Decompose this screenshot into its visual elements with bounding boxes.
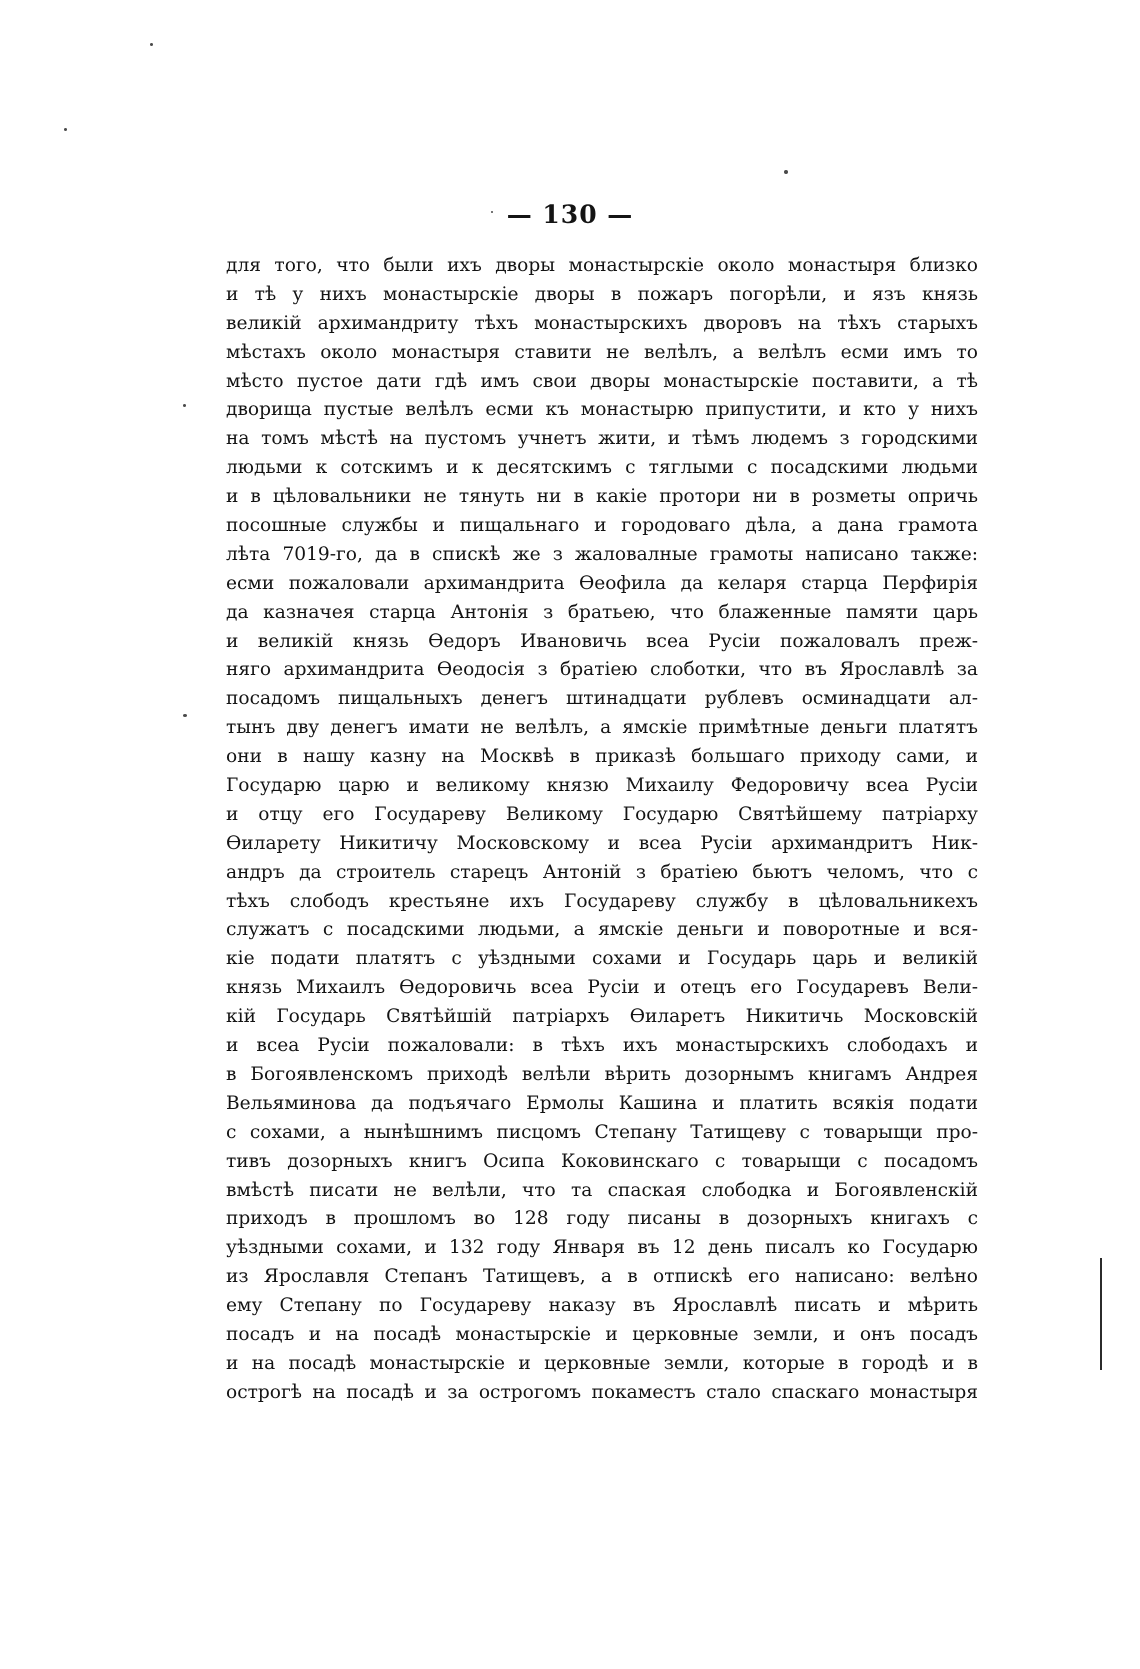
text-line: в Богоявленскомъ приходѣ велѣли вѣрить дозорнымъ книгамъ Андрея	[226, 1063, 978, 1085]
text-line: лѣта 7019-го, да в спискѣ же з жаловалные грамоты написано также:	[226, 543, 978, 565]
scan-speck	[64, 128, 67, 131]
text-line: из Ярославля Степанъ Татищевъ, а в отпискѣ его написано: велѣно	[226, 1266, 978, 1288]
text-line: острогѣ на посадѣ и за острогомъ покаместъ стало спаскаго монастыря	[226, 1381, 978, 1403]
text-line: кій Государь Святѣйшій патріархъ Ѳиларетъ Никитичь Московскій	[226, 1006, 978, 1028]
text-line: мѣсто пустое дати гдѣ имъ свои дворы монастырскіе поставити, а тѣ	[226, 370, 978, 392]
text-line: няго архимандрита Ѳеодосія з братіею слоботки, что въ Ярославлѣ за	[226, 659, 978, 681]
text-line: тѣхъ слободъ крестьяне ихъ Государеву службу в цѣловальникехъ	[226, 890, 978, 912]
page-number: — 130 —	[506, 200, 634, 229]
body-text	[226, 252, 978, 1408]
text-line: и отцу его Государеву Великому Государю Святѣйшему патріарху	[226, 803, 978, 825]
text-line: на томъ мѣстѣ на пустомъ учнетъ жити, и тѣмъ людемъ з городскими	[226, 428, 978, 450]
scan-speck	[784, 170, 788, 174]
text-line: и на посадѣ монастырскіе и церковные земли, которые в городѣ и в	[226, 1352, 978, 1374]
text-line: тивъ дозорныхъ книгъ Осипа Коковинскаго с товарыщи с посадомъ	[226, 1150, 978, 1172]
text-line: и в цѣловальники не тянуть ни в какіе протори ни в розметы опричь	[226, 486, 978, 508]
text-line: и великій князь Ѳедоръ Ивановичь всеа Русіи пожаловалъ преж-	[226, 630, 978, 652]
text-line: дворища пустые велѣлъ есми къ монастырю припустити, и кто у нихъ	[226, 399, 978, 421]
scan-speck	[183, 404, 186, 407]
text-line: тынъ дву денегъ имати не велѣлъ, а ямскіе примѣтные деньги платятъ	[226, 717, 978, 739]
text-line: посадъ и на посадѣ монастырскіе и церковные земли, и онъ посадъ	[226, 1323, 978, 1345]
scan-speck	[150, 43, 153, 46]
text-line: они в нашу казну на Москвѣ в приказѣ большаго приходу сами, и	[226, 746, 978, 768]
text-line: князь Михаилъ Ѳедоровичь всеа Русіи и отецъ его Государевъ Вели-	[226, 977, 978, 999]
text-line: посадомъ пищальныхъ денегъ штинадцати рублевъ осминадцати ал-	[226, 688, 978, 710]
text-line: посошные службы и пищальнаго и городоваго дѣла, а дана грамота	[226, 515, 978, 537]
scan-edge-mark	[1100, 1258, 1102, 1370]
text-line: и тѣ у нихъ монастырскіе дворы в пожаръ погорѣли, и язъ князь	[226, 283, 978, 305]
text-line: служатъ с посадскими людьми, а ямскіе деньги и поворотные и вся-	[226, 919, 978, 941]
text-line: кіе подати платятъ с уѣздными сохами и Государь царь и великій	[226, 948, 978, 970]
text-line: людьми к сотскимъ и к десятскимъ с тяглыми с посадскими людьми	[226, 457, 978, 479]
scan-speck	[183, 714, 187, 717]
text-line: мѣстахъ около монастыря ставити не велѣлъ, а велѣлъ есми имъ то	[226, 341, 978, 363]
text-line: уѣздными сохами, и 132 году Января въ 12 день писалъ ко Государю	[226, 1237, 978, 1259]
text-line: Государю царю и великому князю Михаилу Федоровичу всеа Русіи	[226, 775, 978, 797]
text-line: ему Степану по Государеву наказу въ Ярославлѣ писать и мѣрить	[226, 1295, 978, 1317]
text-line: Ѳиларету Никитичу Московскому и всеа Русіи архимандритъ Ник-	[226, 832, 978, 854]
text-line: с сохами, а нынѣшнимъ писцомъ Степану Татищеву с товарыщи про-	[226, 1121, 978, 1143]
text-line: вмѣстѣ писати не велѣли, что та спаская слободка и Богоявленскій	[226, 1179, 978, 1201]
text-line: да казначея старца Антонія з братьею, что блаженные памяти царь	[226, 601, 978, 623]
text-line: есми пожаловали архимандрита Ѳеофила да келаря старца Перфирія	[226, 572, 978, 594]
text-line: Вельяминова да подъячаго Ермолы Кашина и платить всякія подати	[226, 1092, 978, 1114]
text-line: приходъ в прошломъ во 128 году писаны в дозорныхъ книгахъ с	[226, 1208, 978, 1230]
text-line: великій архимандриту тѣхъ монастырскихъ дворовъ на тѣхъ старыхъ	[226, 312, 978, 334]
text-line: и всеа Русіи пожаловали: в тѣхъ ихъ монастырскихъ слободахъ и	[226, 1035, 978, 1057]
text-line: андръ да строитель старецъ Антоній з братіею бьютъ челомъ, что с	[226, 861, 978, 883]
scan-speck	[491, 211, 493, 213]
text-line: для того, что были ихъ дворы монастырскіе около монастыря близко	[226, 255, 978, 276]
